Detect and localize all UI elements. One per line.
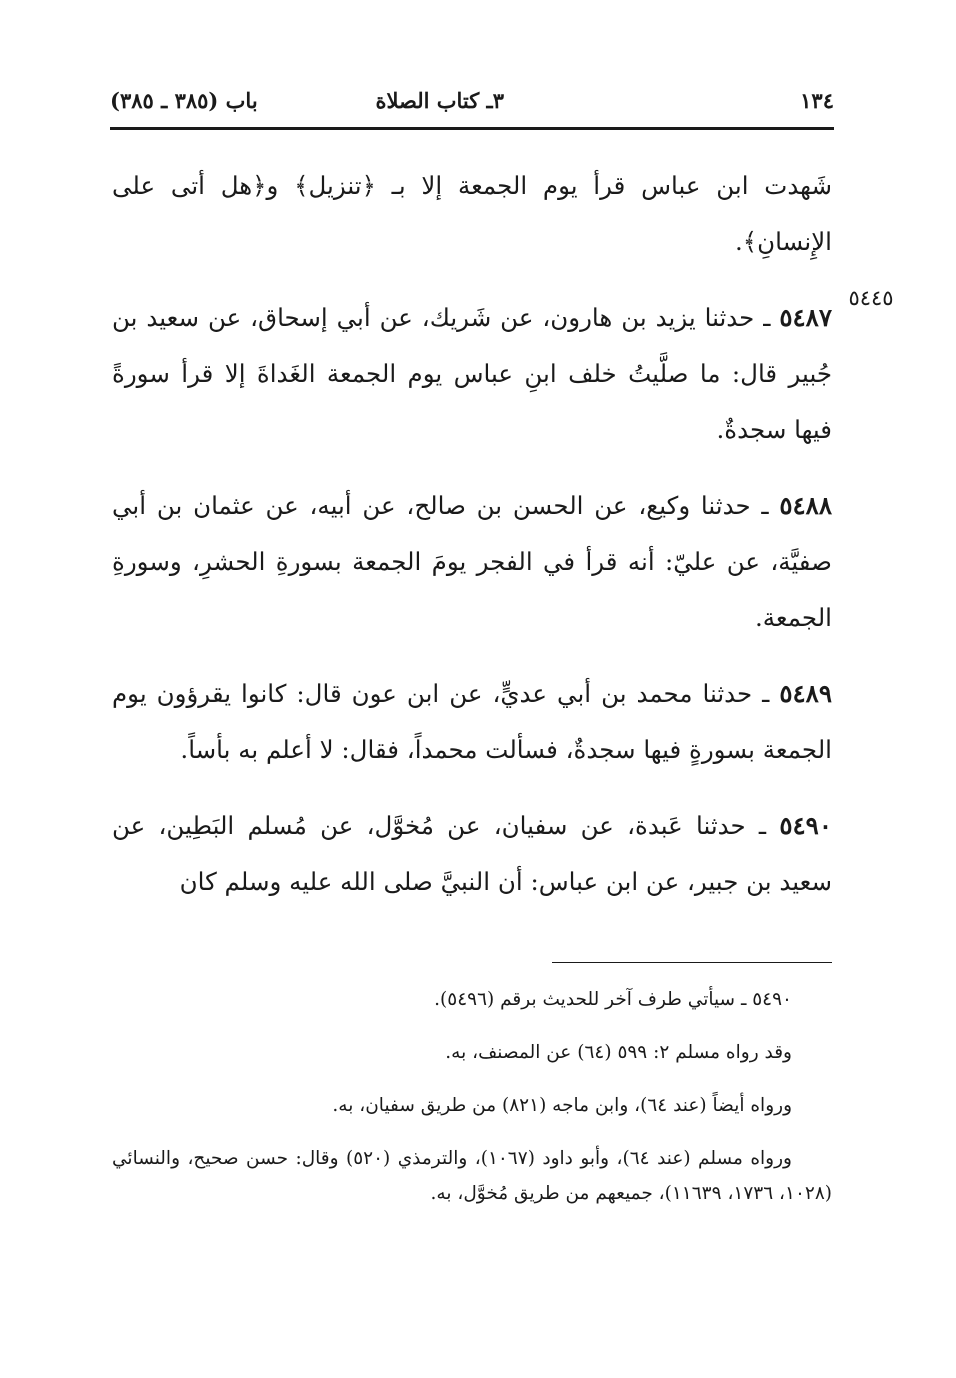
hadith-paragraph: [112, 478, 832, 646]
footnote: ورواه مسلم (عند ٦٤)، وأبو داود (١٠٦٧)، والترمذي (٥٢٠) وقال: حسن صحيح، والنسائي (١٠٢٨، ١٧٣٦، ١١٦٣٩)، جميعهم من طريق مُخوَّل، به.: [112, 1148, 832, 1204]
hadith-text: ـ حدثنا يزيد بن هارون، عن شَريك، عن أبي إسحاق، عن سعيد بن جُبير قال: ما صلَّيتُ خلف ابنِ عباس يوم الجمعة الغَداةَ إلا قرأ سورةً فيها سجدةٌ.: [112, 303, 832, 444]
running-header: [110, 84, 834, 124]
hadith-text: ـ حدثنا عَبدة، عن سفيان، عن مُخوَّل، عن مُسلم البَطِين، عن سعيد بن جبير، عن ابن عباس: أن النبيَّ صلى الله عليه وسلم كان: [112, 811, 832, 896]
hadith-paragraph: [112, 158, 832, 270]
hadith-number: ٥٤٨٧: [779, 303, 832, 332]
hadith-paragraph: [112, 290, 832, 458]
header-rule: [110, 127, 834, 130]
main-text: [112, 158, 832, 910]
footnote: ٥٤٩٠ ـ سيأتي طرف آخر للحديث برقم (٥٤٩٦).: [434, 989, 792, 1010]
footnote: وقد رواه مسلم ٢: ٥٩٩ (٦٤) عن المصنف، به.: [445, 1042, 792, 1063]
footnote: ورواه أيضاً (عند ٦٤)، وابن ماجه (٨٢١) من طريق سفيان، به.: [332, 1095, 792, 1116]
footnote-separator: [552, 962, 832, 963]
hadith-paragraph: [112, 666, 832, 778]
margin-reference: ٥٤٤٥: [848, 286, 894, 310]
hadith-text: شَهدت ابن عباس قرأ يوم الجمعة إلا بـ ﴿تنزيل﴾ و﴿هل أتى على الإِنسانِ﴾.: [112, 171, 833, 256]
footnotes: [112, 982, 832, 1211]
hadith-number: ٥٤٨٩: [779, 679, 832, 708]
hadith-text: ـ حدثنا محمد بن أبي عديٍّ، عن ابن عون قال: كانوا يقرؤون يوم الجمعة بسورةٍ فيها سجدةٌ، فسألت محمداً، فقال: لا أعلم به بأساً.: [112, 679, 832, 764]
hadith-text: ـ حدثنا وكيع، عن الحسن بن صالح، عن أبيه، عن عثمان بن أبي صفيَّة، عن عليّ: أنه قرأ في الفجر يومَ الجمعة بسورةِ الحشرِ، وسورةِ الجمعة.: [112, 491, 832, 632]
book-title: ٣ـ كتاب الصلاة: [375, 88, 504, 113]
hadith-number: ٥٤٩٠: [779, 811, 832, 840]
hadith-paragraph: [112, 798, 832, 910]
chapter-range: باب (٣٨٥ ـ ٣٨٥): [110, 88, 258, 113]
hadith-number: ٥٤٨٨: [779, 491, 832, 520]
page-number: ١٣٤: [800, 88, 834, 113]
